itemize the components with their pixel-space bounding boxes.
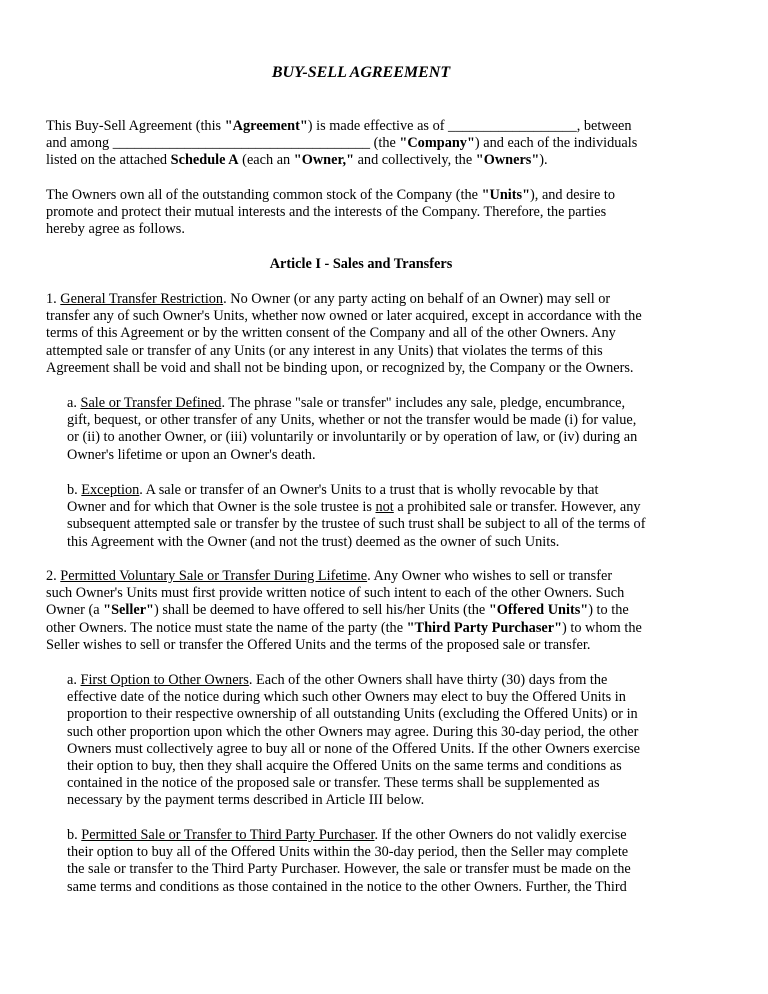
document-title: BUY-SELL AGREEMENT (271, 64, 451, 81)
text-run: such Owner's Units must first provide written notice of such intent to each of the other Owners. Such (46, 585, 625, 602)
text-run: (each an (238, 152, 294, 169)
text-line (67, 689, 679, 706)
text-run: ). (539, 152, 548, 169)
section-2-paragraph (46, 568, 676, 654)
recital-paragraph (46, 187, 676, 239)
text-run: a prohibited sale or transfer. However, any (393, 499, 641, 516)
text-run: effective date of the notice during which such other Owners may elect to buy the Offered Units in (67, 689, 626, 706)
text-line (67, 516, 679, 533)
text-line (46, 620, 676, 637)
text-run: Owner's lifetime or upon an Owner's death. (67, 446, 316, 463)
text-run: subsequent attempted sale or transfer by the trustee of such trust shall be subject to all of the terms of (67, 516, 646, 533)
text-line (67, 827, 679, 844)
text-run: listed on the attached (46, 152, 171, 169)
text-run: . The phrase "sale or transfer" includes any sale, pledge, encumbrance, (221, 395, 626, 411)
text-line (46, 637, 676, 654)
section-2b-paragraph (67, 827, 679, 896)
text-run: 1. (46, 291, 61, 307)
section-caption: Permitted Sale or Transfer to Third Party Purchaser (81, 827, 375, 843)
text-run: this Agreement with the Owner (and not the trust) deemed as the owner of such Units. (67, 533, 560, 550)
text-run: Owner and for which that Owner is the sole trustee is (67, 499, 376, 516)
text-run: b. (67, 827, 82, 843)
text-line (67, 706, 679, 723)
text-line (67, 741, 679, 758)
text-line (46, 187, 676, 204)
text-line (67, 792, 679, 809)
section-caption: Exception (81, 482, 140, 498)
text-line (46, 221, 676, 238)
text-run: contained in the notice of the proposed sale or transfer. These terms shall be supplemented as (67, 775, 600, 792)
section-caption: First Option to Other Owners (80, 672, 249, 688)
text-run: The Owners own all of the outstanding common stock of the Company (the (46, 187, 482, 203)
text-line (67, 534, 679, 551)
text-line (67, 775, 679, 792)
section-caption: Permitted Voluntary Sale or Transfer During Lifetime (60, 568, 368, 584)
text-run: Seller wishes to sell or transfer the Offered Units and the terms of the proposed sale or transfer. (46, 636, 591, 653)
text-run: other Owners. The notice must state the name of the party (the (46, 619, 407, 636)
defined-term: "Seller" (103, 602, 154, 619)
defined-term: "Units" (481, 187, 531, 203)
text-run: promote and protect their mutual interests and the interests of the Company. Therefore, the parties (46, 204, 607, 221)
text-run: their option to buy, then they shall acquire the Offered Units on the same terms and conditions as (67, 758, 622, 775)
text-line (67, 447, 679, 464)
defined-term: Schedule A (170, 152, 239, 169)
defined-term: "Owner," (293, 152, 355, 169)
text-run: ), and desire to (530, 187, 615, 203)
text-run: Agreement shall be void and shall not be binding upon, or recognized by, the Company or the Owners. (46, 359, 634, 376)
text-line (67, 879, 679, 896)
text-run: gift, bequest, or other transfer of any Units, whether or not the transfer would be made (i) for value, (67, 412, 637, 429)
text-line (46, 343, 676, 360)
text-run: and among ____________________________________ (the (46, 135, 400, 152)
defined-term: "Offered Units" (488, 602, 589, 619)
text-run: attempted sale or transfer of any Units (or any interest in any Units) that violates the terms of this (46, 342, 603, 359)
text-run: ) to whom the (562, 619, 642, 636)
text-run: ) is made effective as of __________________, between (307, 118, 632, 134)
text-run: necessary by the payment terms described in Article III below. (67, 792, 425, 809)
text-line (67, 395, 679, 412)
text-run: hereby agree as follows. (46, 221, 185, 238)
text-line (46, 135, 676, 152)
text-run: and collectively, the (354, 152, 476, 169)
text-line (67, 429, 679, 446)
text-line (67, 758, 679, 775)
intro-paragraph (46, 118, 676, 170)
text-run: ) shall be deemed to have offered to sell his/her Units (the (153, 602, 489, 619)
text-run: a. (67, 672, 81, 688)
text-line (67, 672, 679, 689)
text-run: ) and each of the individuals (474, 135, 638, 152)
defined-term: "Agreement" (224, 118, 308, 134)
section-1b-paragraph (67, 482, 679, 551)
section-caption: Sale or Transfer Defined (80, 395, 222, 411)
defined-term: "Company" (399, 135, 475, 152)
text-line (46, 585, 676, 602)
text-line (46, 325, 676, 342)
text-line (67, 724, 679, 741)
article-heading: Article I - Sales and Transfers (269, 256, 453, 272)
text-line (67, 412, 679, 429)
section-caption: not (375, 499, 394, 516)
text-run: a. (67, 395, 81, 411)
section-1-paragraph (46, 291, 676, 377)
text-run: such other proportion upon which the other Owners may agree. During this 30-day period, the other (67, 723, 639, 740)
text-run: b. (67, 482, 82, 498)
text-run: . If the other Owners do not validly exercise (374, 827, 627, 843)
text-line (67, 499, 679, 516)
text-run: Owner (a (46, 602, 104, 619)
text-run: . Any Owner who wishes to sell or transfer (367, 568, 613, 584)
text-line (46, 152, 676, 169)
defined-term: "Owners" (475, 152, 540, 169)
text-run: same terms and conditions as those contained in the notice to the other Owners. Further, the Third (67, 878, 627, 895)
defined-term: "Third Party Purchaser" (406, 619, 563, 636)
section-1a-paragraph (67, 395, 679, 464)
text-run: their option to buy all of the Offered Units within the 30-day period, then the Seller may complete (67, 844, 629, 861)
text-line (46, 308, 676, 325)
text-run: or (ii) to another Owner, or (iii) voluntarily or involuntarily or by operation of law, or (iv) during an (67, 429, 638, 446)
text-run: transfer any of such Owner's Units, whether now owned or later acquired, except in accordance with the (46, 308, 642, 325)
text-run: terms of this Agreement or by the written consent of the Company and all of the other Owners. Any (46, 325, 616, 342)
text-run: the sale or transfer to the Third Party Purchaser. However, the sale or transfer must be made on the (67, 861, 631, 878)
text-line (46, 602, 676, 619)
text-run: proportion to their respective ownership of all outstanding Units (excluding the Offered Units) or in (67, 706, 638, 723)
text-line (46, 360, 676, 377)
text-line (46, 118, 676, 135)
text-run: 2. (46, 568, 61, 584)
text-run: Owners must collectively agree to buy all or none of the Offered Units. If the other Owners exercise (67, 740, 641, 757)
section-caption: General Transfer Restriction (60, 291, 224, 307)
text-line (67, 844, 679, 861)
text-line (46, 291, 676, 308)
text-run: This Buy-Sell Agreement (this (46, 118, 225, 134)
text-run: . A sale or transfer of an Owner's Units to a trust that is wholly revocable by that (139, 482, 599, 498)
text-run: . No Owner (or any party acting on behalf of an Owner) may sell or (223, 291, 611, 307)
section-2a-paragraph (67, 672, 679, 810)
text-run: ) to the (588, 602, 629, 619)
text-line (67, 861, 679, 878)
text-line (46, 568, 676, 585)
text-line (67, 482, 679, 499)
text-run: . Each of the other Owners shall have thirty (30) days from the (248, 672, 608, 688)
text-line (46, 204, 676, 221)
